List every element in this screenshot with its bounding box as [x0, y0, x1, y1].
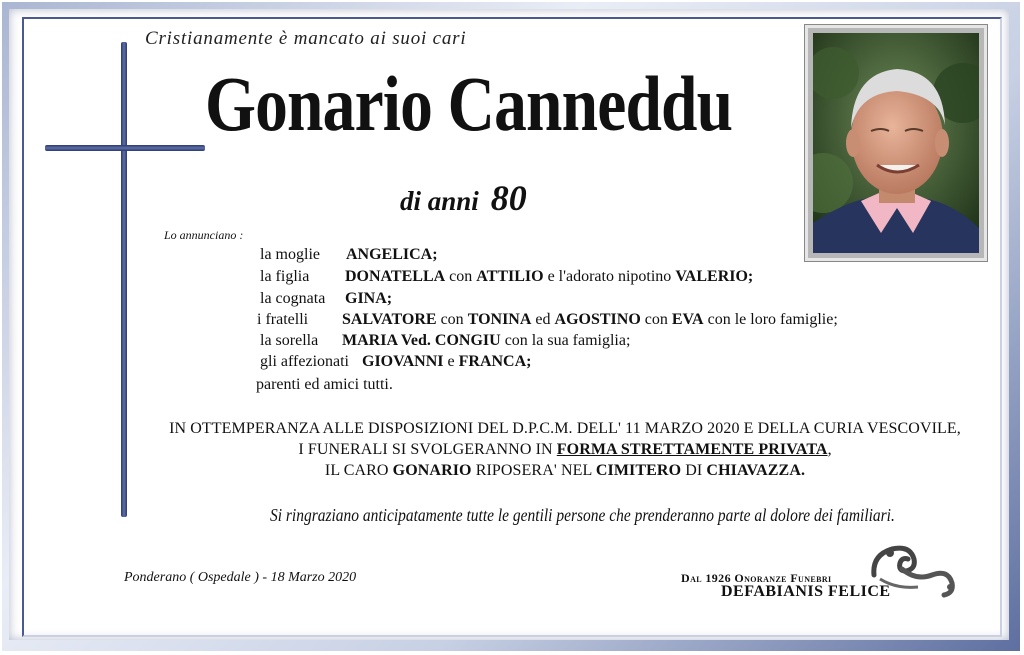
relative-role: la cognata	[260, 290, 326, 307]
relative-connector: e l'adorato nipotino	[543, 268, 676, 285]
relative-connector: con	[445, 268, 477, 285]
intro-text: Cristianamente è mancato ai suoi cari	[145, 28, 467, 49]
age-value: 80	[490, 178, 527, 218]
relative-name: SALVATORE	[342, 311, 437, 328]
notice-line-2-pre: I FUNERALI SI SVOLGERANNO IN	[298, 441, 557, 458]
closing-line: parenti ed amici tutti.	[256, 376, 393, 393]
relative-connector: con	[436, 311, 468, 328]
relative-role: i fratelli	[257, 311, 309, 328]
agency-name: DEFABIANIS FELICE	[721, 583, 891, 600]
age-prefix: di anni	[400, 186, 479, 216]
relative-name: AGOSTINO	[554, 311, 641, 328]
relative-name: EVA	[671, 311, 704, 328]
relative-names	[345, 290, 392, 308]
relative-names	[342, 332, 630, 350]
relative-name: GINA;	[345, 290, 393, 307]
portrait-image	[813, 33, 979, 253]
relative-names	[346, 246, 438, 264]
deceased-name: Gonario Canneddu	[205, 60, 733, 147]
relative-names	[362, 353, 531, 371]
relative-connector: con le loro famiglie;	[703, 311, 838, 328]
relative-name: ANGELICA;	[346, 246, 438, 263]
announce-label: Lo annunciano :	[164, 228, 244, 242]
cross-icon-horizontal	[45, 145, 205, 151]
notice-line-3-a: IL CARO	[324, 462, 393, 479]
relative-role: la figlia	[260, 268, 310, 285]
notice-line-2-post: ,	[827, 441, 832, 458]
relative-names	[345, 268, 753, 286]
ornament-icon	[866, 535, 958, 599]
notice-line-3	[110, 462, 1020, 480]
notice-line-3-b: GONARIO	[392, 462, 472, 479]
relative-name: TONINA	[467, 311, 532, 328]
relative-name: VALERIO;	[675, 268, 754, 285]
notice-line-3-d: CIMITERO	[595, 462, 682, 479]
portrait-photo	[813, 33, 979, 253]
relative-name: ATTILIO	[476, 268, 544, 285]
notice-line-3-c: RIPOSERA' NEL	[471, 462, 596, 479]
relative-connector: ed	[531, 311, 555, 328]
notice-line-3-e: DI	[681, 462, 707, 479]
relative-name: DONATELLA	[345, 268, 446, 285]
relative-names	[342, 311, 838, 329]
relative-role: la sorella	[260, 332, 319, 349]
relative-name: GIOVANNI	[362, 353, 444, 370]
portrait-frame	[804, 24, 988, 262]
thanks-text: Si ringraziano anticipatamente tutte le gentili persone che prenderanno parte al dolore dei familiari.	[270, 505, 895, 525]
notice-line-3-f: CHIAVAZZA.	[706, 462, 806, 479]
notice-line-1: IN OTTEMPERANZA ALLE DISPOSIZIONI DEL D.P.C.M. DELL' 11 MARZO 2020 E DELLA CURIA VESCOVILE,	[169, 420, 961, 437]
relative-name: MARIA Ved. CONGIU	[342, 332, 501, 349]
age-line	[400, 177, 527, 219]
notice-line-2	[110, 441, 1020, 459]
agency-subtitle: Dal 1926 Onoranze Funebri	[681, 571, 832, 585]
relative-role: gli affezionati	[260, 353, 349, 370]
relative-role: la moglie	[260, 246, 320, 263]
place-date: Ponderano ( Ospedale ) - 18 Marzo 2020	[124, 570, 357, 585]
notice-line-2-underlined: FORMA STRETTAMENTE PRIVATA	[556, 441, 828, 458]
relative-connector: e	[443, 353, 459, 370]
relative-name: FRANCA;	[458, 353, 532, 370]
relative-connector: con	[640, 311, 672, 328]
relative-connector: con la sua famiglia;	[500, 332, 631, 349]
